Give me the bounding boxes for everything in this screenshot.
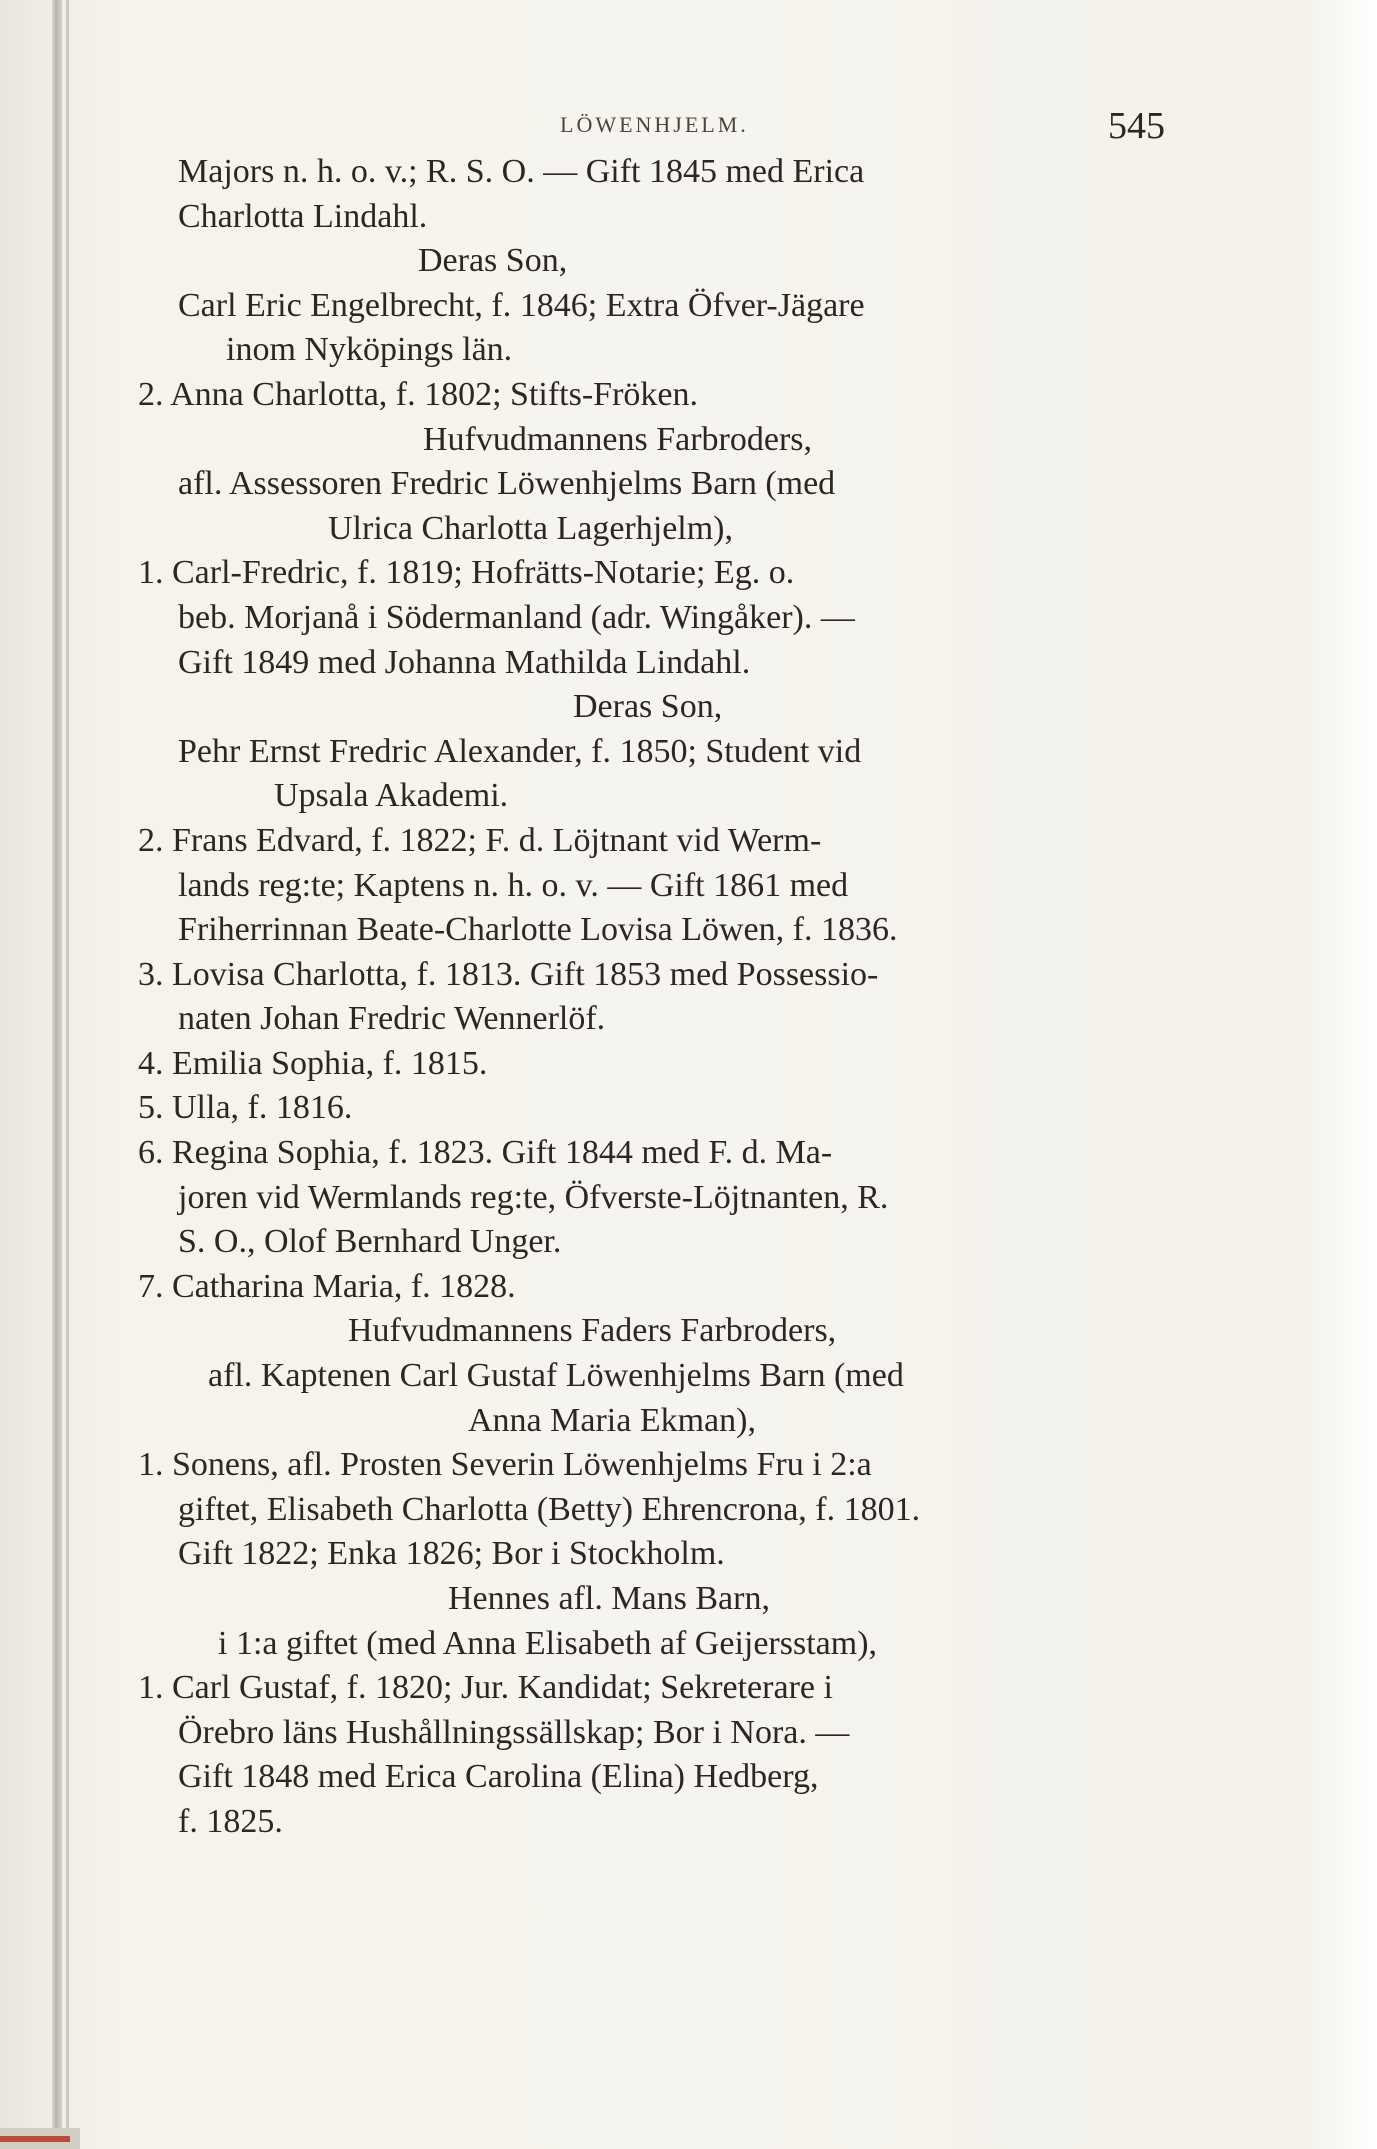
text-line: Pehr Ernst Fredric Alexander, f. 1850; Student vid [178,732,862,770]
text-line: Majors n. h. o. v.; R. S. O. — Gift 1845 med Erica [178,153,865,190]
binding-edge [66,0,69,2149]
section-heading: Deras Son, [573,688,723,726]
text-line: Gift 1822; Enka 1826; Bor i Stockholm. [178,1535,725,1573]
red-edge-mark [0,2136,70,2142]
list-item: 6. Regina Sophia, f. 1823. Gift 1844 med F. d. Ma- [138,1134,833,1172]
text-line: Gift 1848 med Erica Carolina (Elina) Hedberg, [178,1758,819,1796]
text-line: Örebro läns Hushållningssällskap; Bor i Nora. — [178,1713,850,1751]
list-item: 1. Sonens, afl. Prosten Severin Löwenhjelms Fru i 2:a [138,1446,872,1484]
text-line: Anna Maria Ekman), [468,1401,756,1439]
text-line: Friherrinnan Beate-Charlotte Lovisa Löwen, f. 1836. [178,911,898,949]
text-line: lands reg:te; Kaptens n. h. o. v. — Gift 1861 med [178,866,849,904]
list-item: 2. Frans Edvard, f. 1822; F. d. Löjtnant vid Werm- [138,821,822,859]
section-heading: Deras Son, [418,242,568,280]
page-header [0,104,1377,147]
text-line: Carl Eric Engelbrecht, f. 1846; Extra Öfver-Jägare [178,286,865,324]
page-number: 545 [1108,105,1165,147]
text-line: Upsala Akademi. [274,777,509,815]
text-line: Gift 1849 med Johanna Mathilda Lindahl. [178,643,751,681]
list-item: 4. Emilia Sophia, f. 1815. [138,1044,488,1082]
binding-gutter [52,0,62,2149]
section-heading: Hennes afl. Mans Barn, [448,1580,770,1617]
text-line: i 1:a giftet (med Anna Elisabeth af Geijersstam), [218,1624,878,1662]
running-title: LÖWENHJELM. [560,112,749,137]
text-line: inom Nyköpings län. [226,331,513,369]
text-line: giftet, Elisabeth Charlotta (Betty) Ehrencrona, f. 1801. [178,1490,921,1528]
list-item: 1. Carl Gustaf, f. 1820; Jur. Kandidat; Sekreterare i [138,1669,833,1707]
text-line: afl. Assessoren Fredric Löwenhjelms Barn (med [178,465,836,503]
list-item: 1. Carl-Fredric, f. 1819; Hofrätts-Notarie; Eg. o. [138,554,795,592]
text-line: Ulrica Charlotta Lagerhjelm), [328,509,733,547]
text-line: afl. Kaptenen Carl Gustaf Löwenhjelms Barn (med [208,1357,904,1395]
list-item: 7. Catharina Maria, f. 1828. [138,1267,516,1305]
text-line: f. 1825. [178,1802,283,1840]
page-body [138,150,1228,1845]
list-item: 2. Anna Charlotta, f. 1802; Stifts-Fröken. [138,375,699,413]
text-line: S. O., Olof Bernhard Unger. [178,1223,562,1261]
text-line: beb. Morjanå i Södermanland (adr. Wingåker). — [178,598,855,636]
text-line: naten Johan Fredric Wennerlöf. [178,1000,606,1038]
list-item: 3. Lovisa Charlotta, f. 1813. Gift 1853 med Possessio- [138,955,879,993]
text-line: Charlotta Lindahl. [178,197,428,235]
text-line: joren vid Wermlands reg:te, Öfverste-Löjtnanten, R. [178,1178,889,1216]
section-heading: Hufvudmannens Farbroders, [423,420,813,458]
list-item: 5. Ulla, f. 1816. [138,1089,353,1127]
section-heading: Hufvudmannens Faders Farbroders, [348,1312,837,1350]
